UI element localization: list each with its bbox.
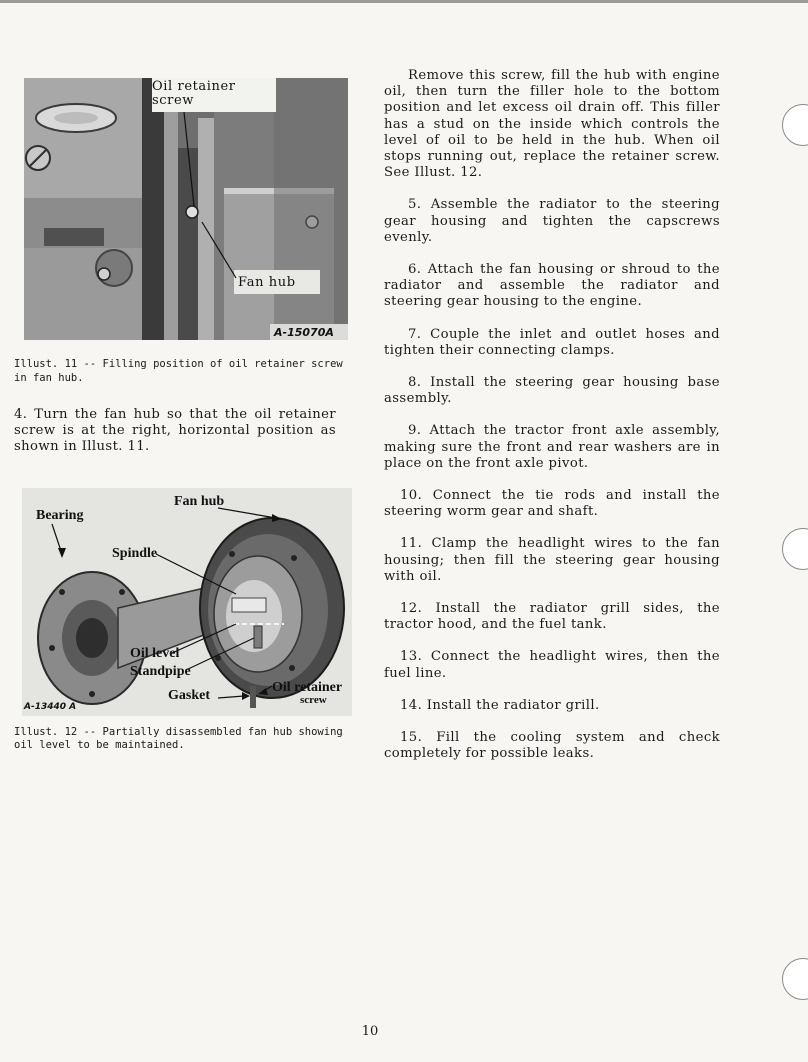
left-paragraph-step-4: 4. Turn the fan hub so that the oil retainer screw is at the right, horizontal position as shown in Illust. 11.: [14, 407, 336, 455]
right-paragraph-step-14: 14. Install the radiator grill.: [400, 697, 600, 713]
page-number: 10: [361, 1024, 379, 1039]
right-paragraph-step-5: 5. Assemble the radiator to the steering gear housing and tighten the capscrews evenly.: [384, 197, 720, 245]
right-paragraph-step-6: 6. Attach the fan housing or shroud to the radiator and assemble the radiator and steering gear housing to the engine.: [384, 262, 720, 310]
right-paragraph-intro: Remove this screw, fill the hub with engine oil, then turn the filler hole to the bottom position and let excess oil drain off. This filler has a stud on the inside which controls the level of oil to be held in the hub. When oil stops running out, replace the retainer screw. See Illust. 12.: [384, 68, 720, 181]
right-paragraph-step-10: 10. Connect the tie rods and install the steering worm gear and shaft.: [384, 488, 720, 520]
gasket-label: Gasket: [168, 687, 210, 703]
illustration-12-photo: [22, 488, 352, 716]
right-paragraph-step-9: 9. Attach the tractor front axle assembly, making sure the front and rear washers are in place on the front axle pivot.: [384, 423, 720, 471]
right-paragraph-step-15: 15. Fill the cooling system and check completely for possible leaks.: [384, 730, 720, 762]
left-column: [14, 78, 354, 753]
right-paragraph-step-13: 13. Connect the headlight wires, then the fuel line.: [384, 649, 720, 681]
fan-hub-engine-photo: [24, 78, 348, 340]
right-column: [384, 68, 720, 779]
illustration-12-code: A-13440 A: [24, 701, 77, 712]
illustration-11-code: A-15070A: [274, 326, 334, 339]
spindle-label: Spindle: [112, 545, 158, 561]
right-paragraph-step-11: 11. Clamp the headlight wires to the fan housing; then fill the steering gear housing with oil.: [384, 536, 720, 584]
oil-retainer-screw-label: Oil retainer screw: [152, 79, 236, 108]
right-paragraph-step-12: 12. Install the radiator grill sides, the tractor hood, and the fuel tank.: [384, 601, 720, 633]
right-paragraph-step-8: 8. Install the steering gear housing base assembly.: [384, 375, 720, 407]
fan-hub-label-2: Fan hub: [174, 493, 225, 509]
illustration-11-photo: [24, 78, 348, 340]
right-paragraph-step-7: 7. Couple the inlet and outlet hoses and tighten their connecting clamps.: [384, 326, 720, 358]
standpipe-label: Standpipe: [130, 663, 191, 679]
oil-level-label: Oil level: [130, 645, 180, 661]
punch-hole-bottom: [782, 958, 808, 1000]
fan-hub-label: Fan hub: [238, 275, 296, 290]
page-top-edge: [0, 0, 808, 3]
oil-retainer-label: Oil retainer: [272, 679, 343, 695]
illustration-12-caption: Illust. 12 -- Partially disassembled fan hub showing oil level to be maintained.: [14, 725, 343, 752]
bearing-label: Bearing: [36, 507, 84, 523]
punch-hole-middle: [782, 528, 808, 570]
screw-label: screw: [300, 693, 327, 706]
punch-hole-top: [782, 104, 808, 146]
illustration-11-caption: Illust. 11 -- Filling position of oil retainer screw in fan hub.: [14, 358, 343, 384]
